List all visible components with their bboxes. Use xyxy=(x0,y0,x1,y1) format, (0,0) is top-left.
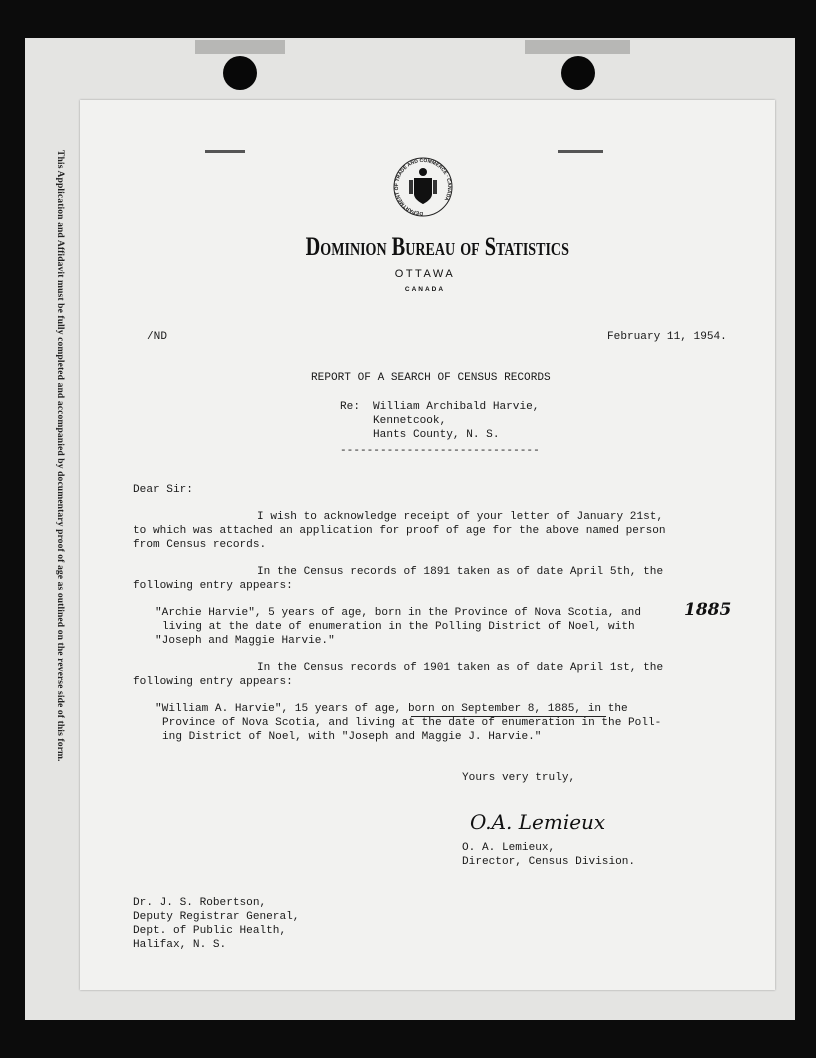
salutation: Dear Sir: xyxy=(133,484,193,496)
punch-hole xyxy=(223,56,257,90)
quote-line: Province of Nova Scotia, and living at the date of enumeration in the Poll- xyxy=(162,717,662,729)
letter-date: February 11, 1954. xyxy=(607,331,727,343)
signer-name: O. A. Lemieux, xyxy=(462,842,556,854)
department-seal-icon xyxy=(392,156,454,218)
signer-title: Director, Census Division. xyxy=(462,856,636,868)
paragraph-line: following entry appears: xyxy=(133,580,293,592)
paragraph-line: from Census records. xyxy=(133,539,267,551)
re-line: Hants County, N. S. xyxy=(373,429,500,441)
paragraph-line: I wish to acknowledge receipt of your letter of January 21st, xyxy=(257,511,664,523)
seal-text: DEPARTMENT OF TRADE AND COMMERCE · CANADA xyxy=(393,157,453,217)
addressee-line: Dept. of Public Health, xyxy=(133,925,287,937)
quote-line: "Archie Harvie", 5 years of age, born in the Province of Nova Scotia, and xyxy=(155,607,641,619)
staple-mark xyxy=(558,150,603,153)
paragraph-line: following entry appears: xyxy=(133,676,293,688)
addressee-line: Dr. J. S. Robertson, xyxy=(133,897,267,909)
quote-line: "Joseph and Maggie Harvie." xyxy=(155,635,335,647)
tape-strip xyxy=(525,40,630,54)
re-label: Re: xyxy=(340,401,360,413)
country: CANADA xyxy=(404,286,446,293)
staple-mark xyxy=(205,150,245,153)
reference-code: /ND xyxy=(147,331,167,343)
punch-hole xyxy=(561,56,595,90)
re-line: Kennetcook, xyxy=(373,415,447,427)
city: OTTAWA xyxy=(394,268,456,280)
re-rule: ------------------------------ xyxy=(340,445,540,457)
quote-line: "William A. Harvie", 15 years of age, born on September 8, 1885, in the xyxy=(155,703,628,715)
addressee-line: Halifax, N. S. xyxy=(133,939,227,951)
handwritten-note: 1885 xyxy=(684,600,732,620)
quote-line: living at the date of enumeration in the Polling District of Noel, with xyxy=(162,621,635,633)
re-line: William Archibald Harvie, xyxy=(373,401,540,413)
paragraph-line: to which was attached an application for proof of age for the above named person xyxy=(133,525,666,537)
closing: Yours very truly, xyxy=(462,772,576,784)
report-title: REPORT OF A SEARCH OF CENSUS RECORDS xyxy=(311,372,551,384)
side-notice: This Application and Affidavit must be fully completed and accompanied by documentary proof of age as outlined on the reverse side of this form. xyxy=(55,150,66,762)
paragraph-line: In the Census records of 1901 taken as of date April 1st, the xyxy=(257,662,664,674)
tape-strip xyxy=(195,40,285,54)
quote-line: ing District of Noel, with "Joseph and Maggie J. Harvie." xyxy=(162,731,542,743)
signature: O.A. Lemieux xyxy=(470,810,606,834)
paragraph-line: In the Census records of 1891 taken as of date April 5th, the xyxy=(257,566,664,578)
organization-name: Dominion Bureau of Statistics xyxy=(305,232,569,261)
addressee-line: Deputy Registrar General, xyxy=(133,911,300,923)
